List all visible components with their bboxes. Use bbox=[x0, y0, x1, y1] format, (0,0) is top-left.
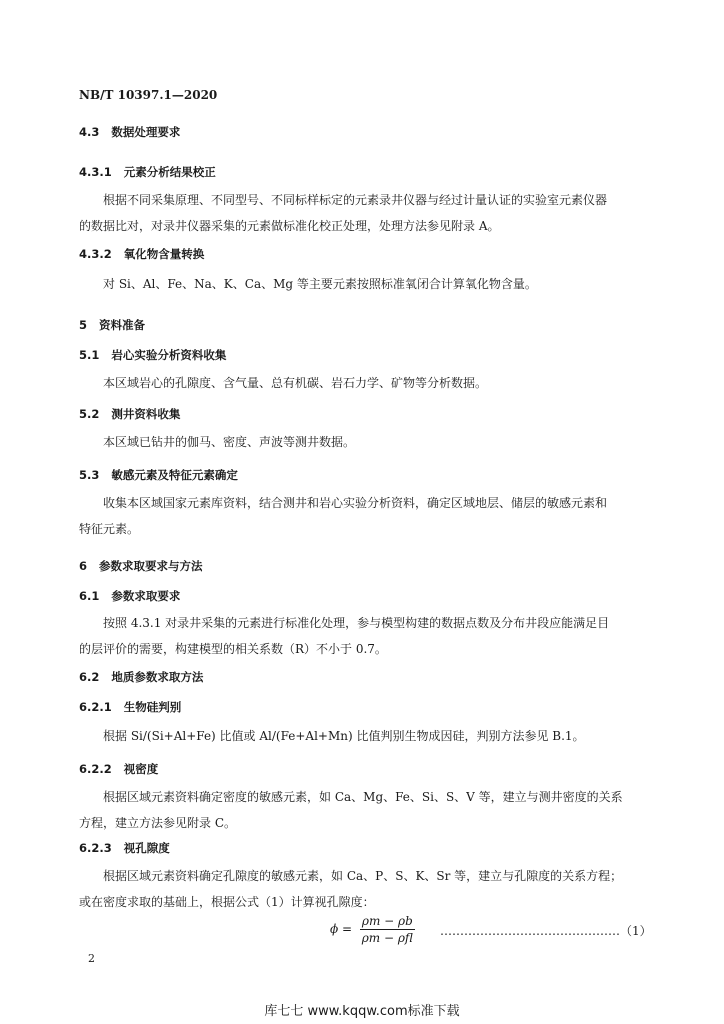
section-number: 4.3 bbox=[79, 125, 100, 139]
section-number: 5.2 bbox=[79, 407, 100, 421]
formula-denominator: ρm − ρfl bbox=[361, 931, 413, 945]
paragraph-4-3-2 bbox=[79, 271, 645, 297]
text-line: 按照 4.3.1 对录井采集的元素进行标准化处理，参与模型构建的数据点数及分布井段应能满足目 bbox=[103, 616, 610, 630]
section-number: 4.3.1 bbox=[79, 165, 112, 179]
section-heading-5-2 bbox=[79, 406, 180, 422]
section-number: 6.2.1 bbox=[79, 700, 112, 714]
text-line: 本区域已钻井的伽马、密度、声波等测井数据。 bbox=[103, 435, 356, 449]
section-title: 氧化物含量转换 bbox=[123, 247, 205, 261]
section-number: 6 bbox=[79, 559, 88, 573]
section-number: 4.3.2 bbox=[79, 247, 112, 261]
formula-fraction bbox=[360, 914, 415, 945]
paragraph-5-3 bbox=[79, 490, 645, 542]
paragraph-5-2 bbox=[79, 429, 645, 455]
paragraph-6-2-1 bbox=[79, 723, 645, 749]
section-heading-6-2 bbox=[79, 669, 203, 685]
section-title: 元素分析结果校正 bbox=[123, 165, 216, 179]
section-title: 资料准备 bbox=[99, 318, 146, 332]
section-heading-6 bbox=[79, 558, 203, 574]
section-heading-4-3-2 bbox=[79, 246, 204, 262]
text-line: 对 Si、Al、Fe、Na、K、Ca、Mg 等主要元素按照标准氧闭合计算氧化物含量。 bbox=[103, 277, 537, 291]
text-line: 的数据比对，对录井仪器采集的元素做标准化校正处理，处理方法参见附录 A。 bbox=[79, 219, 500, 233]
section-number: 6.2 bbox=[79, 670, 100, 684]
section-number: 6.2.3 bbox=[79, 841, 112, 855]
section-title: 参数求取要求与方法 bbox=[99, 559, 203, 573]
section-number: 5.3 bbox=[79, 468, 100, 482]
paragraph-6-2-3 bbox=[79, 863, 645, 915]
section-heading-4-3-1 bbox=[79, 164, 216, 180]
formula-lhs: ϕ = bbox=[330, 922, 353, 936]
text-line: 根据 Si/(Si+Al+Fe) 比值或 Al/(Fe+Al+Mn) 比值判别生物成因硅，判别方法参见 B.1。 bbox=[103, 729, 585, 743]
section-title: 视密度 bbox=[123, 762, 159, 776]
text-line: 根据区域元素资料确定孔隙度的敏感元素，如 Ca、P、S、K、Sr 等，建立与孔隙度的关系方程； bbox=[103, 869, 623, 883]
section-title: 岩心实验分析资料收集 bbox=[111, 348, 227, 362]
text-line: 根据不同采集原理、不同型号、不同标样标定的元素录井仪器与经过计量认证的实验室元素仪器 bbox=[103, 193, 608, 207]
paragraph-6-2-2 bbox=[79, 784, 645, 836]
section-number: 5.1 bbox=[79, 348, 100, 362]
text-line: 本区域岩心的孔隙度、含气量、总有机碳、岩石力学、矿物等分析数据。 bbox=[103, 376, 488, 390]
section-heading-5-1 bbox=[79, 347, 226, 363]
site-watermark-footer: 库七七 www.kqqw.com标准下载 bbox=[264, 1004, 460, 1019]
porosity-formula bbox=[330, 914, 415, 945]
section-number: 6.1 bbox=[79, 589, 100, 603]
text-line: 根据区域元素资料确定密度的敏感元素，如 Ca、Mg、Fe、Si、S、V 等，建立与测井密度的关系 bbox=[103, 790, 623, 804]
section-title: 地质参数求取方法 bbox=[111, 670, 204, 684]
formula-numerator: ρm − ρb bbox=[361, 914, 413, 928]
text-line: 方程，建立方法参见附录 C。 bbox=[79, 816, 236, 830]
section-heading-4-3 bbox=[79, 124, 180, 140]
section-title: 视孔隙度 bbox=[123, 841, 170, 855]
section-title: 敏感元素及特征元素确定 bbox=[111, 468, 238, 482]
section-number: 6.2.2 bbox=[79, 762, 112, 776]
standard-header: NB/T 10397.1—2020 bbox=[79, 88, 218, 102]
section-number: 5 bbox=[79, 318, 88, 332]
text-line: 或在密度求取的基础上，根据公式（1）计算视孔隙度： bbox=[79, 895, 375, 909]
section-heading-6-2-3 bbox=[79, 840, 170, 856]
section-title: 生物硅判别 bbox=[123, 700, 182, 714]
section-heading-5 bbox=[79, 317, 145, 333]
section-heading-5-3 bbox=[79, 467, 238, 483]
section-title: 数据处理要求 bbox=[111, 125, 181, 139]
text-line: 特征元素。 bbox=[79, 522, 140, 536]
page-number: 2 bbox=[88, 952, 95, 965]
paragraph-5-1 bbox=[79, 370, 645, 396]
paragraph-4-3-1 bbox=[79, 187, 645, 239]
section-title: 参数求取要求 bbox=[111, 589, 181, 603]
section-heading-6-2-2 bbox=[79, 761, 158, 777]
text-line: 收集本区域国家元素库资料，结合测井和岩心实验分析资料，确定区域地层、储层的敏感元素和 bbox=[103, 496, 608, 510]
equation-label: ………………………………………（1） bbox=[440, 924, 652, 938]
paragraph-6-1 bbox=[79, 610, 645, 662]
section-heading-6-1 bbox=[79, 588, 180, 604]
section-title: 测井资料收集 bbox=[111, 407, 181, 421]
text-line: 的层评价的需要，构建模型的相关系数（R）不小于 0.7。 bbox=[79, 642, 387, 656]
section-heading-6-2-1 bbox=[79, 699, 181, 715]
